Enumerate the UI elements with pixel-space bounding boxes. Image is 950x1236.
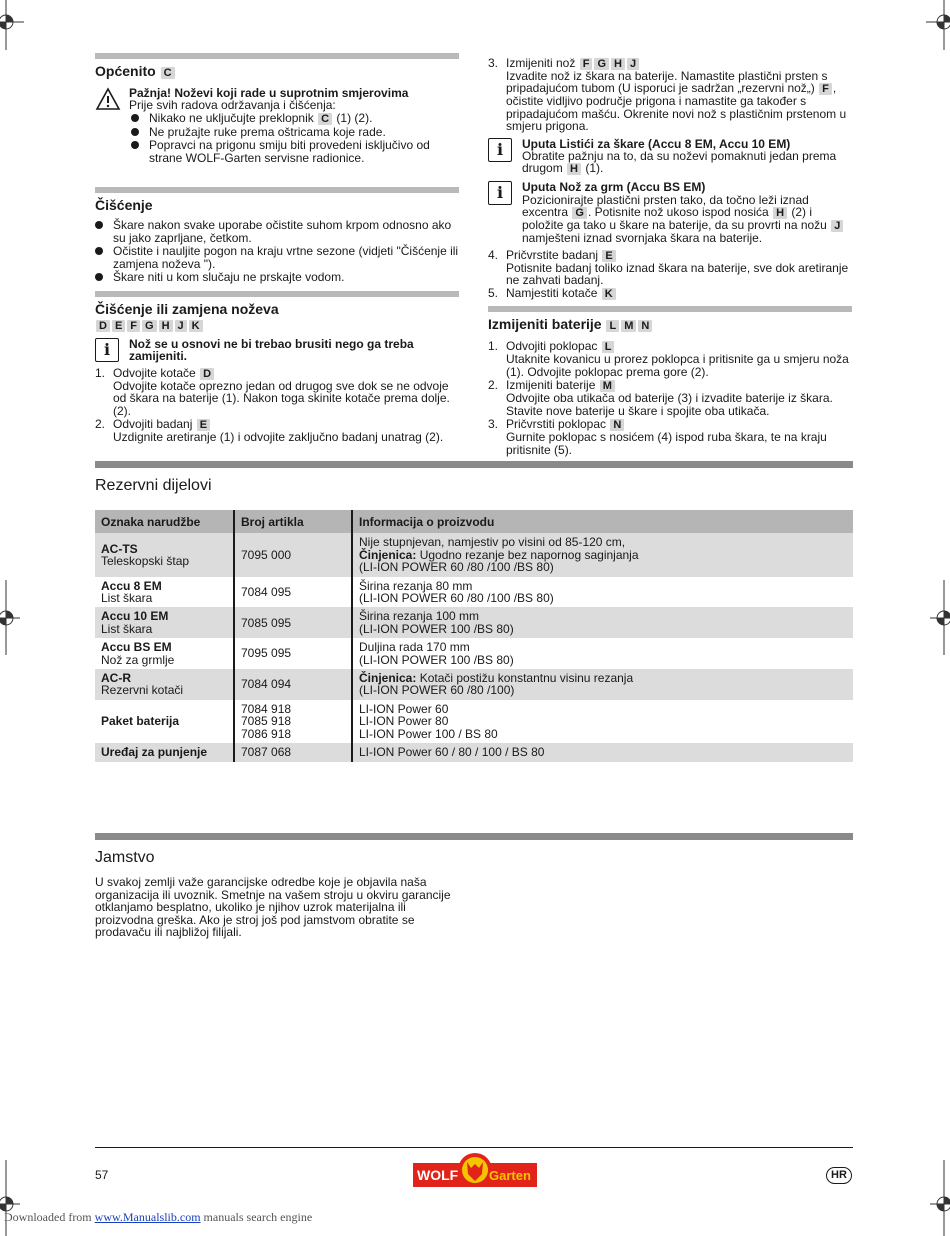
- section-title-text: Općenito: [95, 63, 156, 79]
- part-subtitle: List škara: [101, 591, 153, 606]
- step-label: Odvojiti poklopac: [506, 339, 598, 354]
- item-text: Nikako ne uključujte preklopnik: [149, 110, 314, 125]
- figure-key: E: [197, 419, 210, 431]
- list-item: [488, 418, 852, 456]
- figure-key: M: [621, 320, 636, 332]
- info-line: (LI-ION POWER 60 /80 /100 /BS 80): [359, 560, 554, 575]
- list-item: Očistite i nauljite pogon na kraju vrtne sezone (vidjeti "Čišćenje ili zamjena noževa ").: [95, 245, 459, 270]
- info-line: (LI-ION POWER 60 /80 /100): [359, 683, 515, 698]
- step-number: 2.: [95, 416, 106, 431]
- figure-keys: [95, 319, 459, 332]
- cell-article-number: 7087 068: [234, 743, 352, 761]
- cell-product-info: [352, 743, 853, 761]
- download-suffix: manuals search engine: [200, 1210, 313, 1224]
- cell-article-number: 7085 095: [234, 607, 352, 638]
- info-text: (LI-ION POWER 60 /80 /100 /BS 80): [359, 591, 554, 606]
- note-title: Uputa Nož za grm (Accu BS EM): [522, 180, 706, 195]
- step-label: Namjestiti kotače: [506, 286, 598, 301]
- step-number: 3.: [488, 417, 499, 432]
- info-text: Ugodno rezanje bez napornog saginjanja: [416, 547, 639, 562]
- cell-article-number: 7095 095: [234, 638, 352, 669]
- table-row: [95, 638, 853, 669]
- info-line: Nije stupnjevan, namjestiv po visini od 85-120 cm,: [359, 535, 626, 550]
- info-line: LI-ION Power 60 / 80 / 100 / BS 80: [359, 745, 545, 760]
- cell-article-number: 7084 918 7085 918 7086 918: [234, 700, 352, 743]
- step-text: Potisnite badanj toliko iznad škara na baterije, sve dok aretiranje ne zahvati badanj.: [506, 260, 849, 288]
- cell-order-code: [95, 577, 234, 608]
- list-item: [95, 418, 459, 443]
- download-notice: [4, 1211, 312, 1223]
- wolf-garten-logo: [413, 1150, 537, 1190]
- step-text: Utaknite kovanicu u prorez poklopca i pritisnite ga u smjeru noža (1). Odvojite poklopac prema gore (2).: [506, 352, 849, 379]
- info-note: [95, 338, 459, 363]
- figure-key: D: [96, 320, 110, 332]
- info-line: [359, 654, 847, 666]
- step-label: Izmijeniti nož: [506, 56, 576, 70]
- cell-article-number: 7095 000: [234, 533, 352, 576]
- part-subtitle: Rezervni kotači: [101, 683, 184, 698]
- section-title-general: [95, 65, 459, 79]
- table-header-row: [95, 510, 853, 533]
- list-item: Škare nakon svake uporabe očistite suhom krpom odnosno ako su jako zaprljane, četkom.: [95, 219, 459, 244]
- table-body: [95, 533, 853, 761]
- item-text: (1) (2).: [336, 110, 373, 125]
- figure-key: J: [831, 220, 843, 232]
- note-text: [522, 150, 852, 175]
- note-text-part: . Potisnite nož ukoso ispod nosića: [587, 205, 769, 220]
- note-text-part: Pozicionirajte plastični prsten tako, da točno leži iznad excentra: [522, 192, 809, 220]
- section-rule: [95, 187, 459, 193]
- list-item: [488, 379, 852, 417]
- list-item: [131, 112, 459, 125]
- info-text: (LI-ION POWER 100 /BS 80): [359, 652, 514, 667]
- section-rule: [95, 291, 459, 297]
- step-number: 3.: [488, 56, 499, 70]
- figure-key: G: [572, 207, 587, 219]
- cell-order-code: [95, 533, 234, 576]
- note-text-part: Obratite pažnju na to, da su noževi pomaknuti jedan prema drugom: [522, 149, 837, 176]
- part-name: Paket baterija: [101, 714, 180, 729]
- step-label: Odvojite kotače: [113, 365, 196, 380]
- list-item: [488, 57, 852, 133]
- step-number: 5.: [488, 286, 499, 301]
- cell-order-code: [95, 669, 234, 700]
- cell-product-info: [352, 577, 853, 608]
- list-item: [488, 249, 852, 287]
- info-note-shrub-blade: [488, 181, 852, 244]
- table-row: [95, 577, 853, 608]
- cell-order-code: [95, 700, 234, 743]
- section-title-warranty: Jamstvo: [95, 849, 155, 866]
- blade-steps-end: [488, 249, 852, 301]
- table-row: [95, 533, 853, 576]
- info-line: [359, 592, 847, 604]
- figure-key: J: [627, 58, 639, 70]
- list-item: Škare niti u kom slučaju ne prskajte vodom.: [95, 271, 459, 283]
- part-name: Accu 8 EM: [101, 578, 162, 593]
- part-name: AC-TS: [101, 541, 138, 556]
- section-title-parts: Rezervni dijelovi: [95, 477, 212, 494]
- section-rule: [95, 53, 459, 59]
- step-label: Pričvrstiti poklopac: [506, 417, 607, 432]
- figure-key: E: [112, 320, 125, 332]
- manualslib-link[interactable]: www.Manualslib.com: [94, 1210, 201, 1224]
- left-column: [95, 53, 459, 444]
- info-line: LI-ION Power 60: [359, 701, 449, 716]
- page-number: 57: [95, 1168, 109, 1182]
- figure-key: L: [602, 341, 615, 353]
- table-row: [95, 669, 853, 700]
- step-number: 2.: [488, 378, 499, 393]
- info-text: LI-ION Power 80: [359, 714, 449, 729]
- note-text: [522, 194, 852, 245]
- info-line: Duljina rada 170 mm: [359, 640, 470, 655]
- warning-text: Prije svih radova održavanja i čišćenja:: [129, 98, 336, 113]
- column-header: Oznaka narudžbe: [95, 510, 234, 533]
- warning-note: [95, 87, 459, 164]
- section-title-text: Izmijeniti baterije: [488, 316, 602, 333]
- blade-steps-cont: [488, 57, 852, 133]
- step-label: Odvojiti badanj: [113, 416, 193, 431]
- info-icon: i: [488, 138, 512, 162]
- info-icon: i: [488, 181, 512, 205]
- part-name: Accu 10 EM: [101, 609, 169, 624]
- footer-rule: [95, 1147, 853, 1148]
- step-number: 1.: [488, 339, 499, 354]
- figure-key: H: [159, 320, 173, 332]
- cell-product-info: [352, 533, 853, 576]
- spare-parts-section: [95, 461, 853, 762]
- step-text: Gurnite poklopac s nosićem (4) ispod ruba škara, te na kraju pritisnite (5).: [506, 430, 827, 457]
- step-number: 4.: [488, 247, 499, 262]
- info-line: [359, 715, 847, 727]
- part-name: Accu BS EM: [101, 640, 172, 655]
- cell-article-number: 7084 095: [234, 577, 352, 608]
- figure-key: L: [606, 320, 619, 332]
- step-text-part: , očistite vidljivo područje prigona i namastite ga također s pripadajućom mašću. Okrenite novi nož s plastičnim prstenom u smjeru prigona.: [506, 81, 847, 134]
- cell-order-code: [95, 743, 234, 761]
- part-subtitle: List škara: [101, 621, 153, 636]
- step-text: Odvojite oba utikača od baterije (3) i izvadite baterije iz škara. Stavite nove baterije u škare i spojite oba utikača.: [506, 391, 833, 418]
- figure-key: G: [594, 58, 609, 70]
- cell-article-number: 7084 094: [234, 669, 352, 700]
- part-name: Uređaj za punjenje: [101, 745, 208, 760]
- cell-order-code: [95, 607, 234, 638]
- info-line: LI-ION Power 100 / BS 80: [359, 726, 498, 741]
- list-item: [95, 367, 459, 417]
- section-title-blades: Čišćenje ili zamjena noževa: [95, 301, 279, 318]
- right-column: [488, 57, 852, 457]
- figure-key: H: [567, 163, 581, 175]
- table-row: [95, 743, 853, 761]
- figure-key: F: [580, 58, 593, 70]
- figure-key: F: [127, 320, 140, 332]
- list-item: [488, 287, 852, 300]
- info-label: Činjenica:: [359, 547, 417, 562]
- table-row: [95, 607, 853, 638]
- warranty-text: U svakoj zemlji važe garancijske odredbe koje je objavila naša organizacija ili uvoznik. Smetnje na vašem stroju u okviru garancije otklanjamo besplatno, ukoliko je njihov uzrok materijalna ili proizvodna greška. Ako je stroj još pod jamstvom obratite se prodavaču ili najbližoj filijali.: [95, 875, 451, 940]
- info-line: [359, 623, 847, 635]
- figure-key: M: [600, 380, 615, 392]
- note-text: Nož se u osnovi ne bi trebao brusiti nego ga treba zamijeniti.: [129, 336, 414, 364]
- figure-key: J: [175, 320, 187, 332]
- part-name: AC-R: [101, 671, 131, 686]
- step-text: [506, 70, 852, 133]
- info-label: Činjenica:: [359, 671, 417, 686]
- table-row: [95, 700, 853, 743]
- logo-text-left: WOLF: [417, 1167, 459, 1183]
- section-rule-dark: [95, 461, 853, 468]
- warning-title: Pažnja! Noževi koji rade u suprotnim smjerovima: [129, 86, 409, 100]
- step-label: Pričvrstite badanj: [506, 247, 599, 262]
- cell-order-code: [95, 638, 234, 669]
- section-title-battery: [488, 318, 852, 332]
- info-text: Kotači postižu konstantnu visinu rezanja: [416, 671, 634, 686]
- figure-key: C: [161, 67, 175, 79]
- step-number: 1.: [95, 365, 106, 380]
- figure-key: D: [200, 368, 214, 380]
- figure-key: C: [318, 113, 332, 125]
- part-subtitle: Nož za grmlje: [101, 652, 175, 667]
- figure-key: K: [602, 288, 616, 300]
- warning-list: [131, 112, 459, 164]
- cleaning-list: [95, 219, 459, 283]
- figure-key: G: [142, 320, 157, 332]
- cell-product-info: [352, 669, 853, 700]
- cell-product-info: [352, 638, 853, 669]
- note-text-part: (2) i položite ga tako u škare na baterije, da su provrti na nožu: [522, 205, 827, 233]
- figure-key: H: [773, 207, 787, 219]
- figure-key: H: [611, 58, 625, 70]
- info-note-shear-blades: [488, 138, 852, 176]
- info-icon: i: [95, 338, 119, 362]
- figure-key: F: [819, 83, 832, 95]
- info-line: Širina rezanja 80 mm: [359, 578, 473, 593]
- section-rule: [488, 306, 852, 312]
- info-line: Širina rezanja 100 mm: [359, 609, 480, 624]
- info-text: (LI-ION POWER 100 /BS 80): [359, 621, 514, 636]
- logo-text-right: Garten: [489, 1168, 531, 1183]
- column-header: Informacija o proizvodu: [352, 510, 853, 533]
- cell-product-info: [352, 700, 853, 743]
- list-item: [488, 340, 852, 378]
- part-subtitle: Teleskopski štap: [101, 554, 190, 569]
- list-item: Ne pružajte ruke prema oštricama koje rade.: [131, 126, 459, 138]
- figure-key: K: [189, 320, 203, 332]
- spare-parts-table: [95, 510, 853, 761]
- step-text: Uzdignite aretiranje (1) i odvojite zaključno badanj unatrag (2).: [113, 429, 444, 444]
- note-title: Uputa Listići za škare (Accu 8 EM, Accu 10 EM): [522, 136, 791, 151]
- note-text-part: namješteni iznad svornjaka škara na baterije.: [522, 231, 763, 246]
- download-prefix: Downloaded from: [4, 1210, 95, 1224]
- list-item: Popravci na prigonu smiju biti provedeni isključivo od strane WOLF-Garten servisne radionice.: [131, 139, 459, 164]
- cell-product-info: [352, 607, 853, 638]
- battery-steps: [488, 340, 852, 455]
- column-header: Broj artikla: [234, 510, 352, 533]
- note-text-part: (1).: [585, 161, 604, 176]
- section-rule-dark: [95, 833, 853, 840]
- step-text: Odvojite kotače oprezno jedan od drugog sve dok se ne odvoje od škara na baterije (1). Nakon toga skinite kotače prema dolje. (2).: [113, 378, 450, 418]
- figure-key: N: [638, 320, 652, 332]
- figure-key: N: [610, 419, 624, 431]
- figure-key: E: [602, 250, 615, 262]
- step-label: Izmijeniti baterije: [506, 378, 596, 393]
- step-text-part: Izvadite nož iz škara na baterije. Namastite plastični prsten s pripadajućom tubom (U isporuci je sadržan „rezervni nož„): [506, 69, 828, 96]
- warranty-section: [95, 833, 853, 938]
- language-badge: HR: [826, 1167, 852, 1184]
- warning-triangle-icon: [95, 87, 121, 111]
- blade-steps: [95, 367, 459, 444]
- section-title-cleaning: Čišćenje: [95, 197, 153, 214]
